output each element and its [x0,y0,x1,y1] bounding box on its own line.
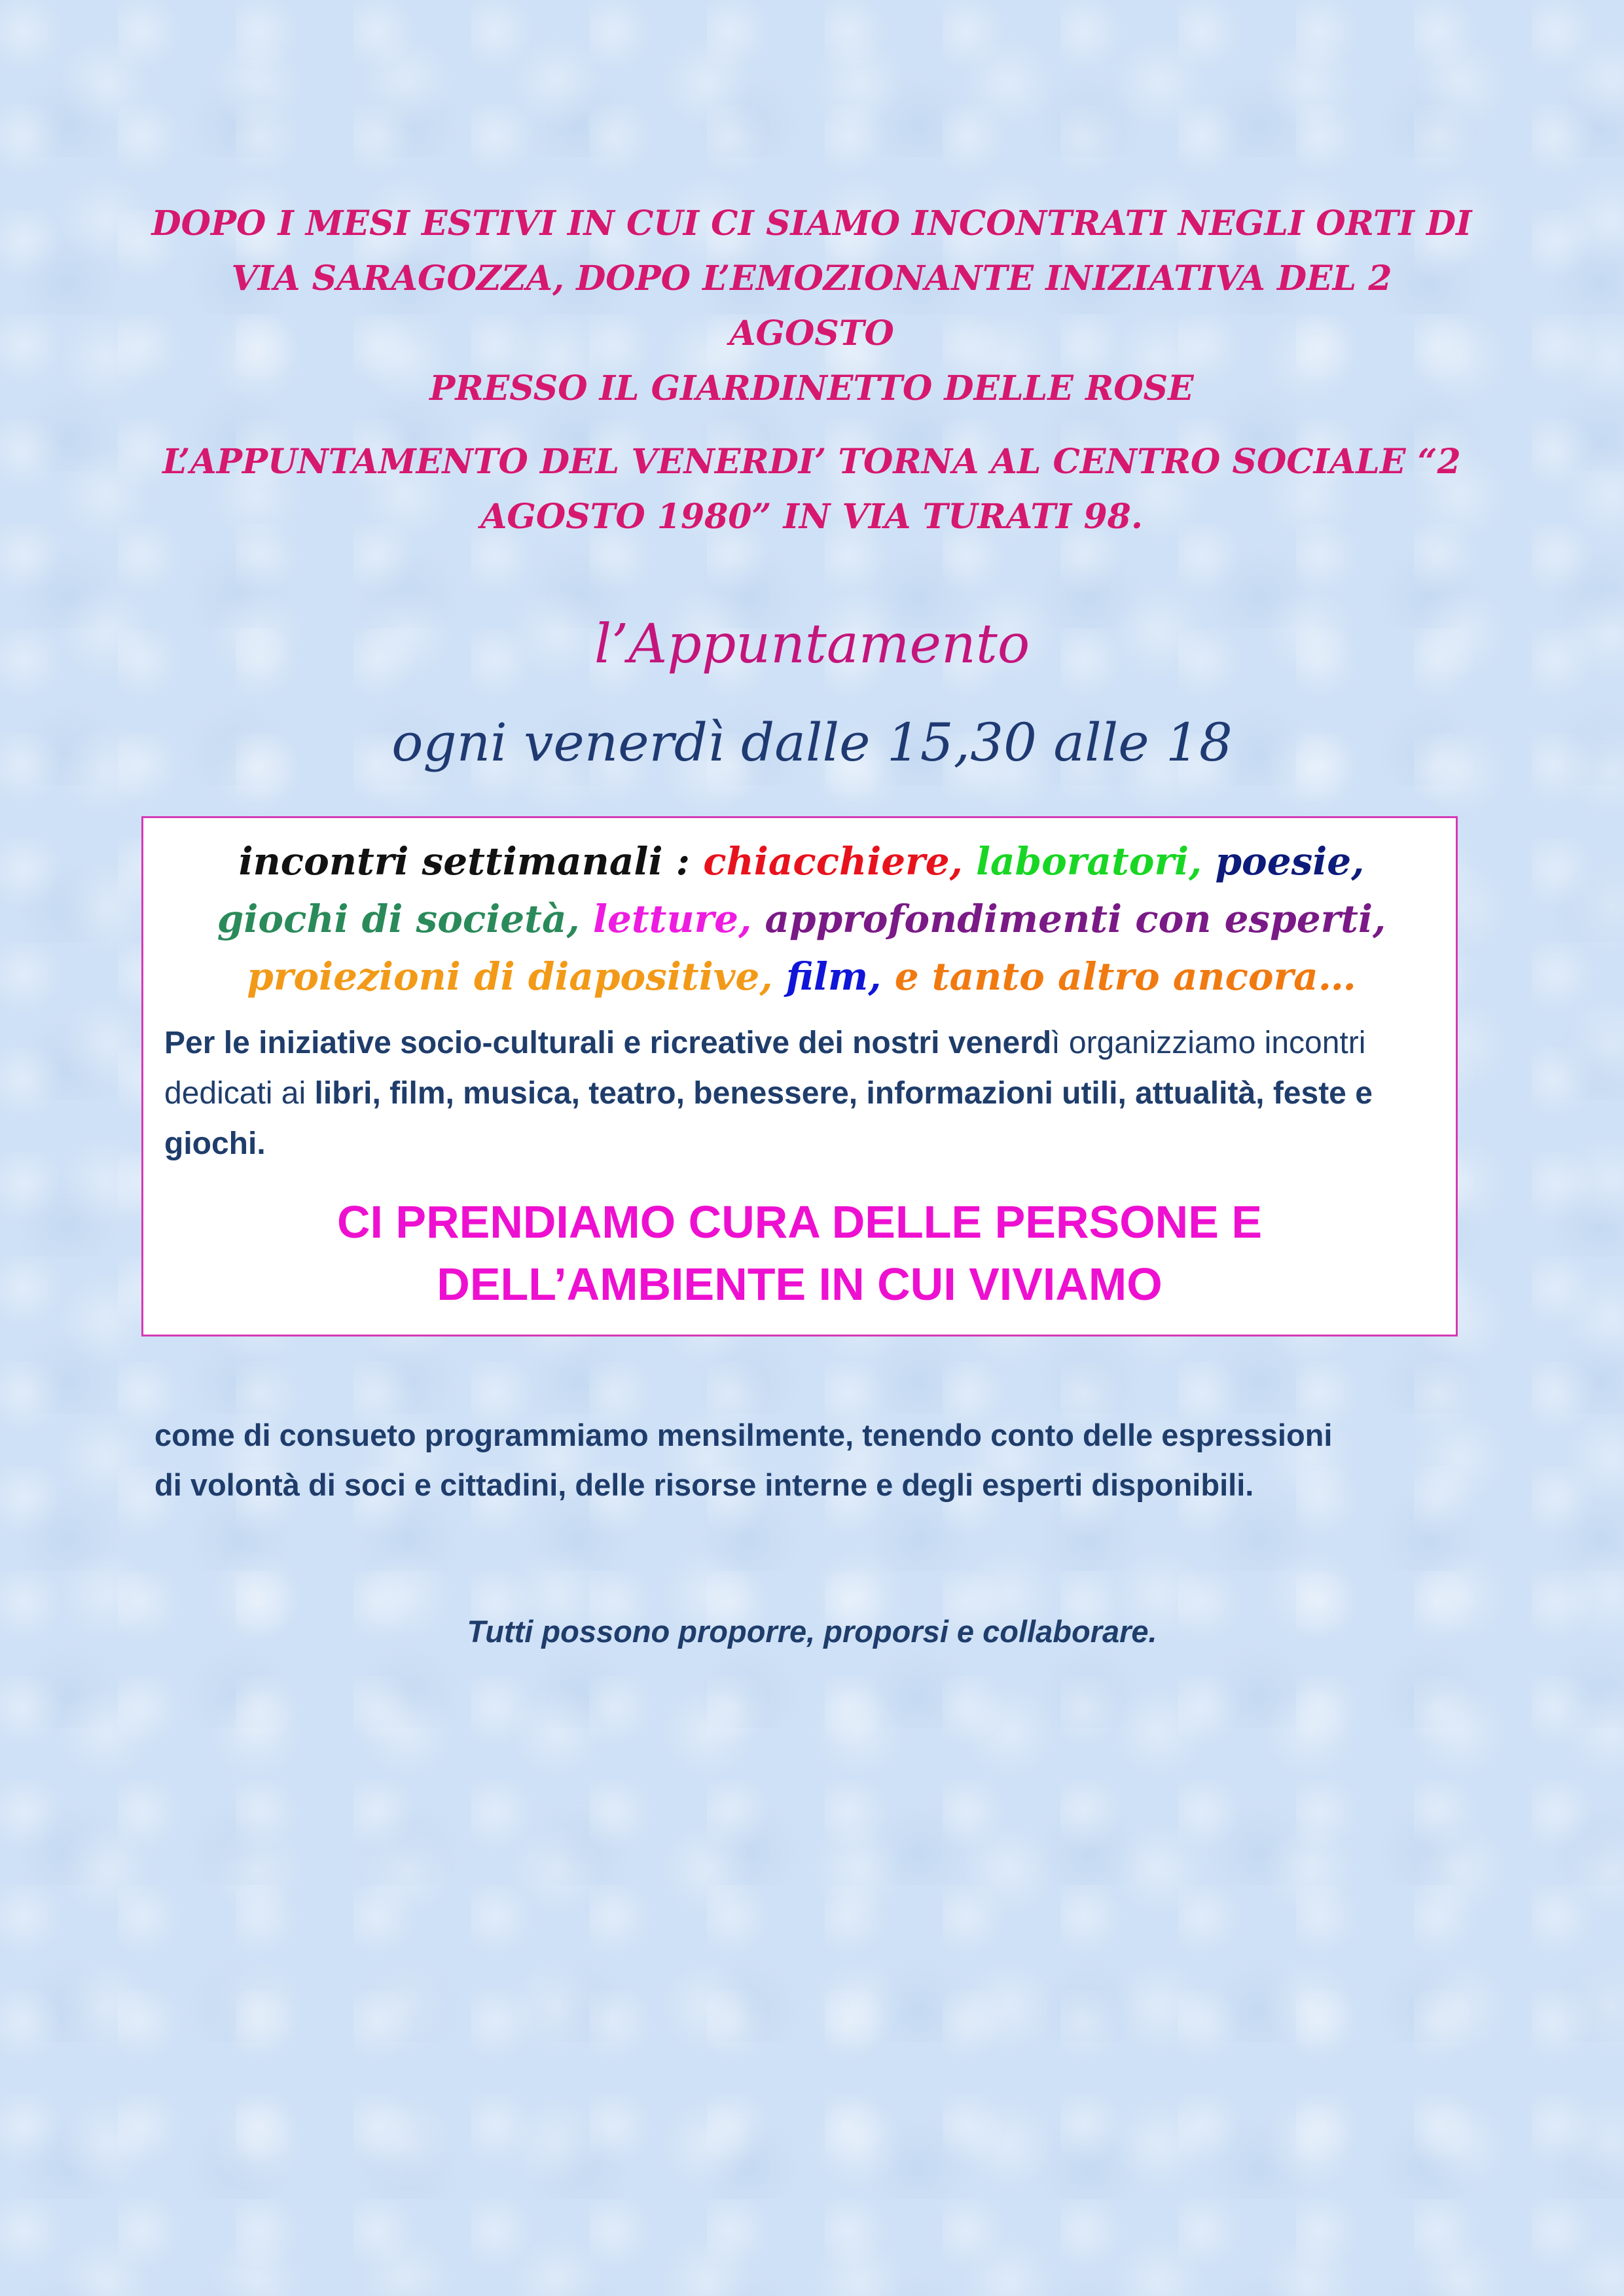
description-regular: ì [1051,1026,1060,1060]
activities-box [141,816,1458,1336]
care-slogan [143,1191,1456,1316]
description-regular: organizziamo incontri dedicati ai [164,1026,1366,1111]
intro-line: PRESSO IL GIARDINETTO DELLE ROSE [429,368,1194,408]
intro-line: AGOSTO 1980” IN VIA TURATI 98. [480,497,1143,537]
program-text [154,1410,1483,1510]
activity-item: poesie, [1215,839,1365,884]
intro-line: DOPO I MESI ESTIVI IN CUI CI SIAMO INCONTRATI NEGLI ORTI DI [151,204,1472,243]
closing-text: Tutti possono proporre, proporsi e collaborare. [467,1614,1157,1649]
appointment-title: l’Appuntamento [594,613,1030,675]
care-line: DELL’AMBIENTE IN CUI VIVIAMO [437,1259,1163,1310]
activity-item: giochi di società, [217,897,580,941]
intro-line: L’APPUNTAMENTO DEL VENERDI’ TORNA AL CENTRO SOCIALE “2 [162,442,1461,482]
intro-section [144,196,1479,545]
activity-item: proiezioni di diapositive, [247,954,773,999]
return-paragraph [144,435,1479,545]
program-line: di volontà di soci e cittadini, delle risorse interne e degli esperti disponibili. [154,1467,1254,1502]
activity-item: chiacchiere, [703,839,963,884]
activity-item: film, [785,954,882,999]
description-text [164,1018,1434,1169]
activities-label: incontri settimanali : [238,839,704,884]
program-line: come di consueto programmiamo mensilmente, tenendo conto delle espressioni [154,1418,1333,1452]
activity-item: letture, [592,897,752,941]
activity-item: e tanto altro ancora… [894,954,1356,999]
description-bold: Per le iniziative socio-culturali e ricreative dei nostri venerd [164,1026,1052,1060]
intro-line: VIA SARAGOZZA, DOPO L’EMOZIONANTE INIZIATIVA DEL 2 AGOSTO [231,259,1392,353]
care-line: CI PRENDIAMO CURA DELLE PERSONE E [336,1196,1263,1247]
description-topics: libri, film, musica, teatro, benessere, informazioni utili, attualità, feste e giochi. [164,1076,1373,1161]
intro-paragraph [144,196,1479,416]
activities-list [170,833,1434,1005]
activity-item: laboratori, [975,839,1202,884]
activity-item: approfondimenti con esperti, [765,897,1386,941]
appointment-schedule: ogni venerdì dalle 15,30 alle 18 [391,712,1233,773]
